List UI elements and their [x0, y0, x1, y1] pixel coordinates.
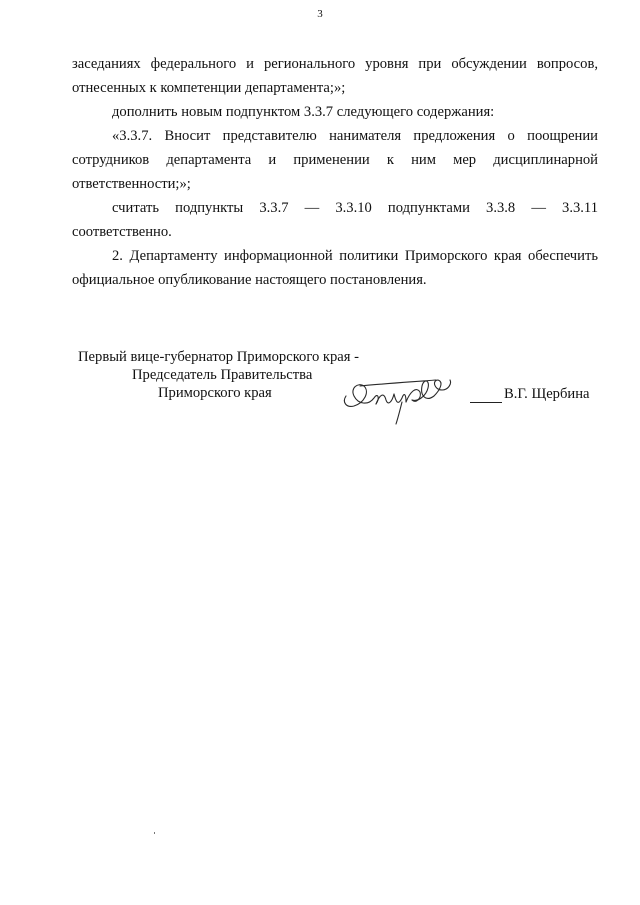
paragraph-continuation: заседаниях федерального и регионального уровня при обсуждении вопросов, отнесенных к компетенции департамента;»; — [72, 56, 598, 96]
page-number: 3 — [317, 8, 323, 20]
document-body — [72, 52, 598, 292]
signatory-title-line1: Первый вице-губернатор Приморского края - — [78, 349, 360, 365]
handwritten-signature — [340, 372, 464, 430]
signatory-title — [78, 348, 359, 402]
signatory-title-line3: Приморского края — [158, 385, 272, 401]
paragraph-renumbering: считать подпункты 3.3.7 — 3.3.10 подпунктами 3.3.8 — 3.3.11 соответственно. — [72, 200, 598, 240]
paragraph-amendment-intro: дополнить новым подпунктом 3.3.7 следующего содержания: — [112, 104, 495, 120]
signatory-title-line2: Председатель Правительства — [132, 367, 313, 383]
scan-speck — [154, 832, 155, 834]
signature-line — [470, 402, 502, 403]
paragraph-new-subclause: «3.3.7. Вносит представителю нанимателя предложения о поощрении сотрудников департамента и применении к ним мер дисциплинарной ответственности;»; — [72, 128, 598, 192]
signer-name: В.Г. Щербина — [504, 386, 590, 402]
paragraph-publication-order: 2. Департаменту информационной политики Приморского края обеспечить официальное опубликование настоящего постановления. — [72, 248, 598, 288]
